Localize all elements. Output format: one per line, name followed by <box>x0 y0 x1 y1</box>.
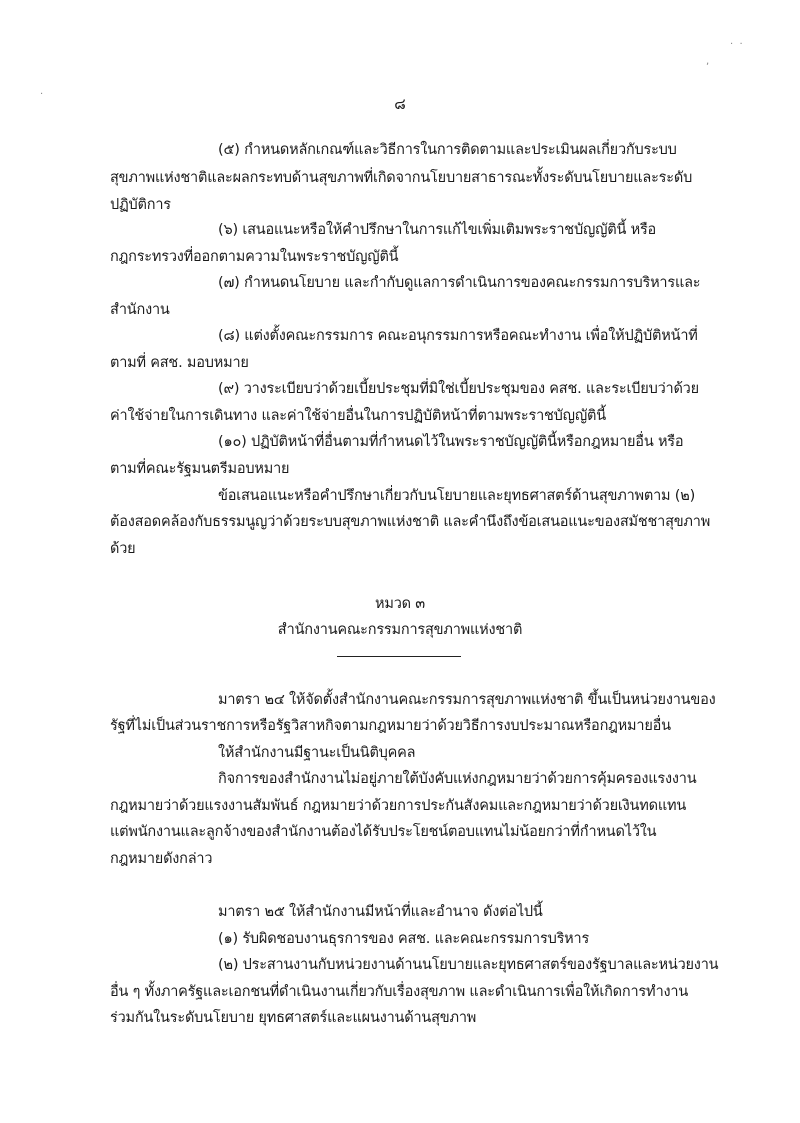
text-line: ข้อเสนอแนะหรือคำปรึกษาเกี่ยวกับนโยบายและยุทธศาสตร์ด้านสุขภาพตาม (๒) <box>218 488 696 504</box>
scan-mark: . . <box>730 36 743 47</box>
text-line: กฎหมายว่าด้วยแรงงานสัมพันธ์ กฎหมายว่าด้วยการประกันสังคมและกฎหมายว่าด้วยเงินทดแทน <box>110 798 687 814</box>
chapter-number: หมวด ๓ <box>375 596 425 612</box>
text-line: (๑๐) ปฏิบัติหน้าที่อื่นตามที่กำหนดไว้ในพระราชบัญญัตินี้หรือกฎหมายอื่น หรือ <box>218 434 684 450</box>
chapter-title: สำนักงานคณะกรรมการสุขภาพแห่งชาติ <box>277 622 523 638</box>
text-line: กฎหมายดังกล่าว <box>110 851 213 867</box>
text-line: กฎกระทรวงที่ออกตามความในพระราชบัญญัตินี้ <box>110 249 399 265</box>
text-line: มาตรา ๒๕ ให้สำนักงานมีหน้าที่และอำนาจ ดังต่อไปนี้ <box>218 904 543 920</box>
text-line: ตามที่คณะรัฐมนตรีมอบหมาย <box>110 461 290 477</box>
text-line: สุขภาพแห่งชาติและผลกระทบด้านสุขภาพที่เกิดจากนโยบายสาธารณะทั้งระดับนโยบายและระดับ <box>110 170 693 186</box>
chapter-divider <box>337 656 461 657</box>
text-line: ให้สำนักงานมีฐานะเป็นนิติบุคคล <box>218 745 416 761</box>
page-number: ๘ <box>394 95 406 113</box>
text-line: (๑) รับผิดชอบงานธุรการของ คสช. และคณะกรรมการบริหาร <box>218 931 590 947</box>
text-line: (๙) วางระเบียบว่าด้วยเบี้ยประชุมที่มิใช่เบี้ยประชุมของ คสช. และระเบียบว่าด้วย <box>218 381 699 397</box>
text-line: (๒) ประสานงานกับหน่วยงานด้านนโยบายและยุทธศาสตร์ของรัฐบาลและหน่วยงาน <box>218 957 719 973</box>
text-line: (๘) แต่งตั้งคณะกรรมการ คณะอนุกรรมการหรือคณะทำงาน เพื่อให้ปฏิบัติหน้าที่ <box>218 328 698 344</box>
text-line: ร่วมกันในระดับนโยบาย ยุทธศาสตร์และแผนงานด้านสุขภาพ <box>110 1010 477 1026</box>
text-line: ปฏิบัติการ <box>110 197 171 213</box>
text-line: แต่พนักงานและลูกจ้างของสำนักงานต้องได้รับประโยชน์ตอบแทนไม่น้อยกว่าที่กำหนดไว้ใน <box>110 824 657 840</box>
text-line: (๖) เสนอแนะหรือให้คำปรึกษาในการแก้ไขเพิ่มเติมพระราชบัญญัตินี้ หรือ <box>218 222 657 238</box>
text-line: รัฐที่ไม่เป็นส่วนราชการหรือรัฐวิสาหกิจตามกฎหมายว่าด้วยวิธีการงบประมาณหรือกฎหมายอื่น <box>110 718 671 734</box>
text-line: กิจการของสำนักงานไม่อยู่ภายใต้บังคับแห่งกฎหมายว่าด้วยการคุ้มครองแรงงาน <box>218 771 697 787</box>
text-line: ตามที่ คสช. มอบหมาย <box>110 355 249 371</box>
scan-mark: , <box>706 56 710 67</box>
text-line: ต้องสอดคล้องกับธรรมนูญว่าด้วยระบบสุขภาพแห่งชาติ และคำนึงถึงข้อเสนอแนะของสมัชชาสุขภาพ <box>110 514 711 530</box>
text-line: ค่าใช้จ่ายในการเดินทาง และค่าใช้จ่ายอื่นในการปฏิบัติหน้าที่ตามพระราชบัญญัตินี้ <box>110 408 606 424</box>
text-line: มาตรา ๒๔ ให้จัดตั้งสำนักงานคณะกรรมการสุขภาพแห่งชาติ ขึ้นเป็นหน่วยงานของ <box>218 692 716 708</box>
text-line: (๕) กำหนดหลักเกณฑ์และวิธีการในการติดตามและประเมินผลเกี่ยวกับระบบ <box>218 142 677 158</box>
text-line: (๗) กำหนดนโยบาย และกำกับดูแลการดำเนินการของคณะกรรมการบริหารและ <box>218 275 701 291</box>
scan-mark: . <box>40 86 44 97</box>
text-line: ด้วย <box>110 541 136 557</box>
text-line: อื่น ๆ ทั้งภาครัฐและเอกชนที่ดำเนินงานเกี่ยวกับเรื่องสุขภาพ และดำเนินการเพื่อให้เกิดการทำงาน <box>110 984 689 1000</box>
text-line: สำนักงาน <box>110 302 170 318</box>
